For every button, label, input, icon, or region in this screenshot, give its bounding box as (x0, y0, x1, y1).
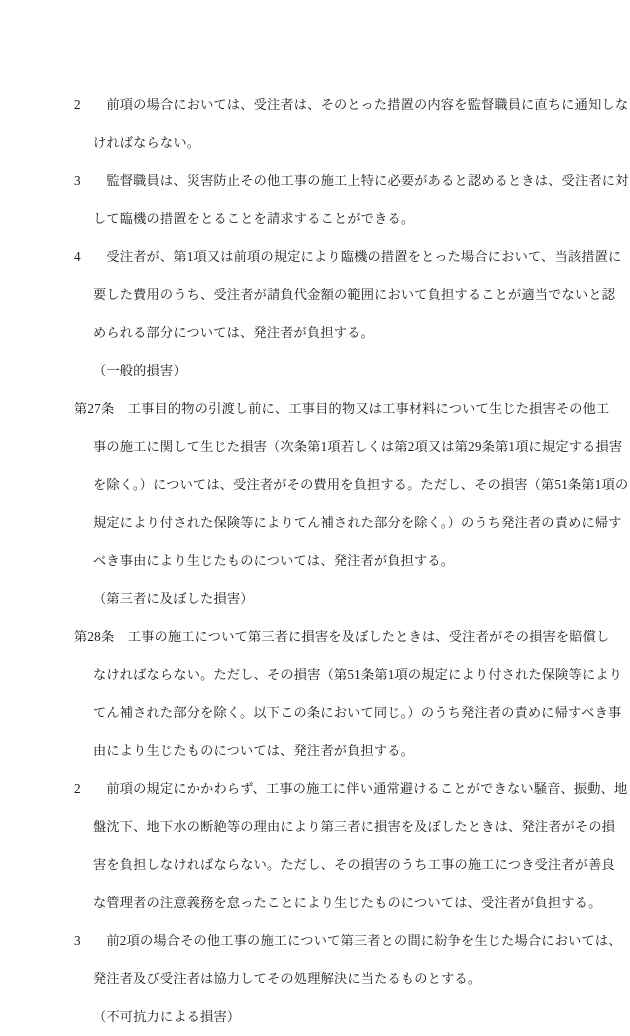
document-line (74, 922, 622, 960)
line-text: して臨機の措置をとることを請求することができる。 (93, 211, 415, 226)
line-text: ければならない。 (93, 135, 201, 150)
document-line (74, 238, 622, 276)
article-number: 第27条 (74, 401, 128, 416)
line-text: 発注者及び受注者は協力してその処理解決に当たるものとする。 (93, 971, 482, 986)
document-line (74, 390, 610, 428)
clause-number: 2 (74, 97, 81, 112)
clause-number: 3 (74, 933, 81, 948)
section-heading-text: （第三者に及ぼした損害） (93, 591, 254, 606)
document-line (74, 846, 615, 884)
document-line (74, 466, 629, 504)
document-line (74, 656, 623, 694)
document-line (74, 504, 622, 542)
document-line (74, 770, 628, 808)
section-heading (74, 352, 557, 390)
line-text: 要した費用のうち、受注者が請負代金額の範囲において負担することが適当でないと認 (93, 287, 616, 302)
line-text: を除く。）については、受注者がその費用を負担する。ただし、その損害（第51条第1項の (93, 477, 629, 492)
document-text-body (74, 86, 629, 1036)
section-heading (74, 580, 557, 618)
clause-number: 2 (74, 781, 81, 796)
line-text: められる部分については、発注者が負担する。 (93, 325, 374, 340)
line-text: てん補された部分を除く。以下この条において同じ。）のうち発注者の責めに帰すべき事 (93, 705, 622, 720)
line-text: 監督職員は、災害防止その他工事の施工上特に必要があると認めるときは、受注者に対 (93, 173, 629, 188)
line-text: べき事由により生じたものについては、発注者が負担する。 (93, 553, 455, 568)
document-line (74, 808, 616, 846)
line-text: 事の施工に関して生じた損害（次条第1項若しくは第2項又は第29条第1項に規定する損害 (93, 439, 623, 454)
document-line (74, 960, 557, 998)
document-line (74, 86, 629, 124)
document-line (74, 732, 557, 770)
document-line (74, 200, 557, 238)
line-text: 受注者が、第1項又は前項の規定により臨機の措置をとった場合において、当該措置に (93, 249, 622, 264)
line-text: 前項の場合においては、受注者は、そのとった措置の内容を監督職員に直ちに通知しな (93, 97, 629, 112)
document-line (74, 314, 557, 352)
section-heading-text: （不可抗力による損害） (93, 1009, 241, 1024)
section-heading (74, 998, 557, 1036)
document-line (74, 542, 557, 580)
document-line (74, 884, 602, 922)
line-text: 工事目的物の引渡し前に、工事目的物又は工事材料について生じた損害その他工 (127, 401, 610, 416)
line-text: 盤沈下、地下水の断絶等の理由により第三者に損害を及ぼしたときは、発注者がその損 (93, 819, 616, 834)
document-line (74, 618, 610, 656)
document-line (74, 162, 629, 200)
clause-number: 3 (74, 173, 81, 188)
document-line (74, 694, 622, 732)
line-text: 前項の規定にかかわらず、工事の施工に伴い通常避けることができない騒音、振動、地 (93, 781, 628, 796)
section-heading-text: （一般的損害） (93, 363, 187, 378)
document-line (74, 124, 557, 162)
line-text: 前2項の場合その他工事の施工について第三者との間に紛争を生じた場合においては、 (93, 933, 622, 948)
line-text: なければならない。ただし、その損害（第51条第1項の規定により付された保険等により (93, 667, 623, 682)
line-text: 由により生じたものについては、発注者が負担する。 (93, 743, 415, 758)
document-line (74, 428, 623, 466)
clause-number: 4 (74, 249, 81, 264)
document-line (74, 276, 616, 314)
line-text: な管理者の注意義務を怠ったことにより生じたものについては、受注者が負担する。 (93, 895, 602, 910)
article-number: 第28条 (74, 629, 128, 644)
line-text: 工事の施工について第三者に損害を及ぼしたときは、受注者がその損害を賠償し (127, 629, 610, 644)
line-text: 害を負担しなければならない。ただし、その損害のうち工事の施工につき受注者が善良 (93, 857, 615, 872)
line-text: 規定により付された保険等によりてん補された部分を除く。）のうち発注者の責めに帰す (93, 515, 622, 530)
